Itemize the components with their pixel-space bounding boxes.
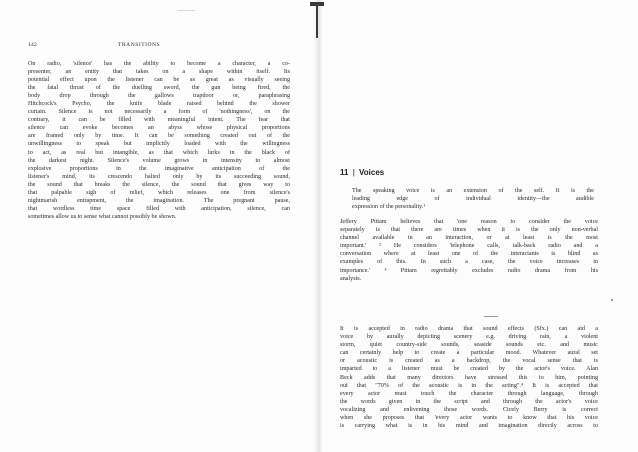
text-line: can certainly help to create a particular mood. Whatever aural set [340, 350, 598, 357]
paragraph-pittam [340, 218, 598, 283]
text-line: out that "70% of the acoustic is in the acting".⁴ It is accepted that [340, 382, 598, 389]
running-title: TRANSITIONS [118, 42, 161, 48]
book-gutter [313, 0, 323, 452]
text-line: when she proposes that 'every actor wants to know that his voice [340, 415, 598, 422]
text-line: explosive proportions in the imaginative anticipation of the [28, 165, 290, 172]
underline-mark [484, 316, 498, 317]
text-line: imparted to a listener must be created by the actor's voice. Alan [340, 366, 598, 373]
text-line: to act, as real but intangible, as that which lurks in the black of [28, 149, 290, 156]
text-line: the words given in the script and through the actor's voice [340, 398, 598, 405]
text-line: presenter, an entity that takes on a shape within itself. Its [28, 69, 290, 76]
text-line: unwillingness to speak but implicitly loaded with the willingness [28, 141, 290, 148]
text-line: every actor must touch the character through language, through [340, 390, 598, 397]
text-line: examples of this. In such a case, the voice increases in [340, 259, 598, 266]
chapter-heading [340, 168, 384, 177]
text-line: Jeffery Pittam believes that 'one reason to consider the voice [340, 219, 598, 225]
text-line: It is accepted in radio drama that sound effects (Sfx.) can aid a [340, 326, 598, 332]
paragraph-radio-drama [340, 325, 598, 430]
text-line: that wordless time space filled with anticipation, silence, can [28, 205, 290, 212]
page-speck [177, 10, 195, 11]
text-line: voice by aurally depicting scenery e.g. driving rain, a violent [340, 334, 598, 341]
text-line: Hitchcock's Psycho, the knife blade raised behind the shower [28, 101, 290, 108]
quote-line: The speaking voice is an extension of the self. It is the [352, 188, 594, 194]
text-line: vocalizing and enlivening those words. Cicely Berry is correct [340, 406, 598, 413]
text-line: nightmarish entrapment, the imagination. The pregnant pause, [28, 197, 290, 204]
text-line: important.' ² He considers 'telephone calls, talk-back radio and a [340, 243, 598, 250]
text-line: listener's mind, its crescendo halted only by its succeeding sound, [28, 173, 290, 180]
chapter-separator: | [352, 168, 355, 177]
text-line: potential effect upon the listener can be as great as visually seeing [28, 77, 290, 84]
text-line: separately is that there are times when it is the only non-verbal [340, 227, 598, 234]
text-line: is carrying what is in his mind and imagination directly across to [340, 423, 598, 430]
epigraph-quote [352, 187, 594, 211]
chapter-number: 11 [340, 168, 349, 177]
text-line: importance.' ³ Pittam regrettably excludes radio drama from his [340, 267, 598, 274]
text-line: that palpable sigh of relief, which releases one from silence's [28, 189, 290, 196]
text-line: curtain. Silence is not necessarily a form of 'nothingness', on the [28, 109, 290, 116]
chapter-title: Voices [359, 168, 385, 177]
text-line: sometimes allow us to sense what cannot possibly be shown. [28, 213, 177, 220]
text-line: channel available in an interaction, or at least is the most [340, 235, 598, 242]
running-head [28, 42, 288, 52]
left-page [0, 0, 318, 452]
text-line: storm, quiet country-side sounds, seaside sounds etc. and music [340, 342, 598, 349]
text-line: body drop through the gallows trapdoor or, paraphrasing [28, 93, 290, 100]
margin-dot [611, 299, 613, 301]
text-line: silence can evoke becomes an abyss whose physical proportions [28, 125, 290, 132]
quote-line: leading edge of individual identity—the audible [352, 196, 594, 203]
text-line: the fatal thrust of the duelling sword, the gun being fired, the [28, 85, 290, 92]
text-line: On radio, 'silence' has the ability to become a character, a co- [28, 61, 290, 67]
text-line: the sound that breaks the silence, the sound that gives way to [28, 181, 290, 188]
page-number: 142 [28, 42, 37, 48]
quote-line: expression of the personality.¹ [352, 204, 426, 211]
text-line: the darkest night. Silence's volume grows in intensity to almost [28, 157, 290, 164]
left-body-text [28, 60, 290, 221]
text-line: Beck adds that many directors have stressed this to him, pointing [340, 374, 598, 381]
text-line: or acoustic is created as a backdrop, the vocal sense that is [340, 358, 598, 365]
text-line: analysis. [340, 275, 362, 282]
text-line: contrary, it can be filled with meaningful intent. The fear that [28, 117, 290, 124]
text-line: are framed only by time. It can be something created out of the [28, 133, 290, 140]
binding-clip [316, 2, 318, 38]
text-line: conversation where at least one of the interactants is blind as [340, 251, 598, 258]
